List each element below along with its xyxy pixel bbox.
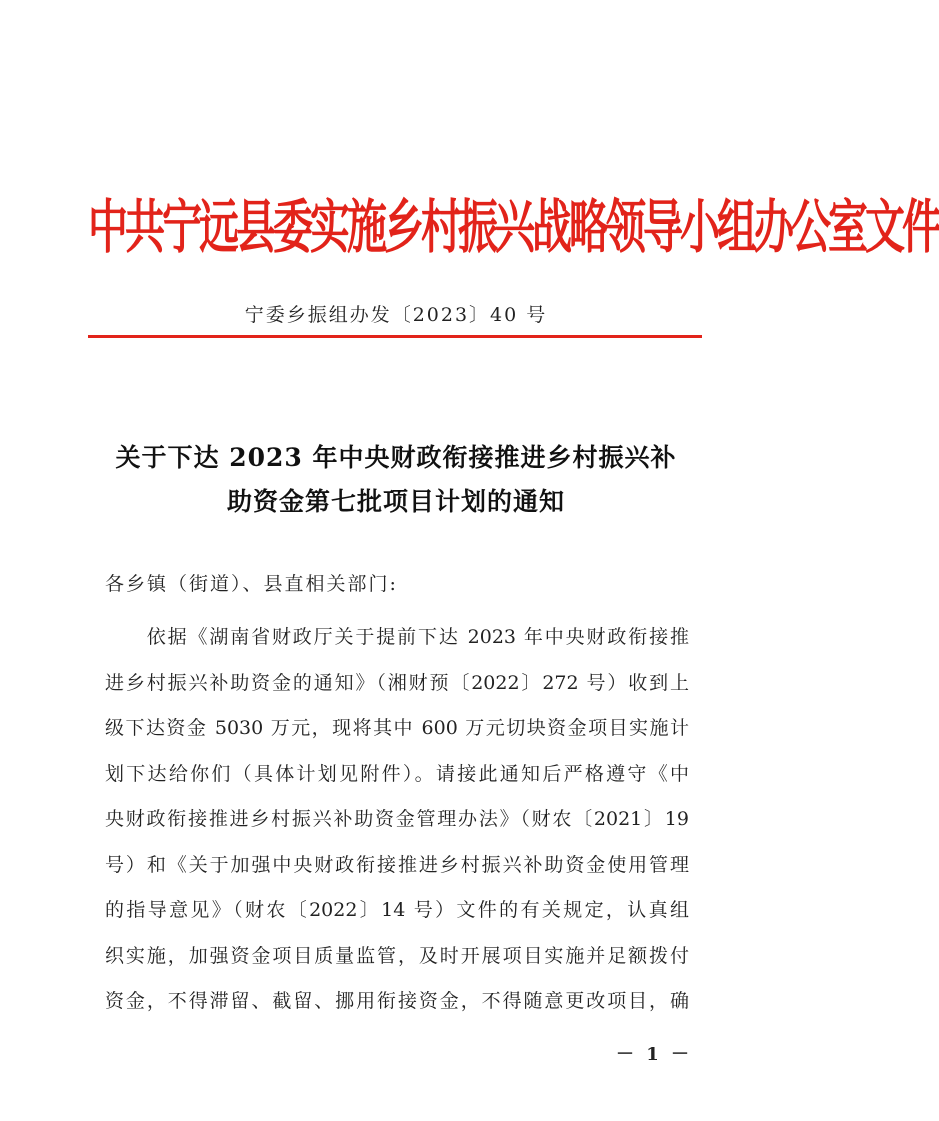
document-title bbox=[96, 436, 696, 524]
body-line: 依据《湖南省财政厅关于提前下达 2023 年中央财政衔接推 bbox=[105, 626, 689, 648]
body-line: 级下达资金 5030 万元，现将其中 600 万元切块资金项目实施计 bbox=[105, 717, 689, 739]
red-divider-line bbox=[88, 335, 702, 338]
document-title-line: 助资金第七批项目计划的通知 bbox=[226, 487, 565, 516]
body-line: 的指导意见》（财农〔2022〕14 号）文件的有关规定，认真组 bbox=[105, 899, 689, 921]
body-line: 划下达给你们（具体计划见附件）。请接此通知后严格遵守《中 bbox=[105, 762, 689, 785]
body-line: 进乡村振兴补助资金的通知》（湘财预〔2022〕272 号）收到上 bbox=[105, 671, 689, 694]
body-paragraph bbox=[105, 615, 689, 1025]
body-line: 央财政衔接推进乡村振兴补助资金管理办法》（财农〔2021〕19 bbox=[105, 808, 689, 830]
salutation: 各乡镇（街道）、县直相关部门: bbox=[105, 573, 398, 595]
document-number: 宁委乡振组办发〔2023〕40 号 bbox=[244, 304, 548, 326]
document-title-line: 关于下达 2023 年中央财政衔接推进乡村振兴补 bbox=[115, 443, 677, 472]
body-line: 号）和《关于加强中央财政衔接推进乡村振兴补助资金使用管理 bbox=[105, 853, 689, 876]
page-number: － 1 － bbox=[615, 1044, 692, 1065]
issuing-authority-title: 中共宁远县委实施乡村振兴战略领导小组办公室文件 bbox=[88, 193, 939, 262]
body-line: 资金，不得滞留、截留、挪用衔接资金，不得随意更改项目，确 bbox=[105, 990, 689, 1012]
body-line: 织实施，加强资金项目质量监管，及时开展项目实施并足额拨付 bbox=[105, 944, 689, 967]
